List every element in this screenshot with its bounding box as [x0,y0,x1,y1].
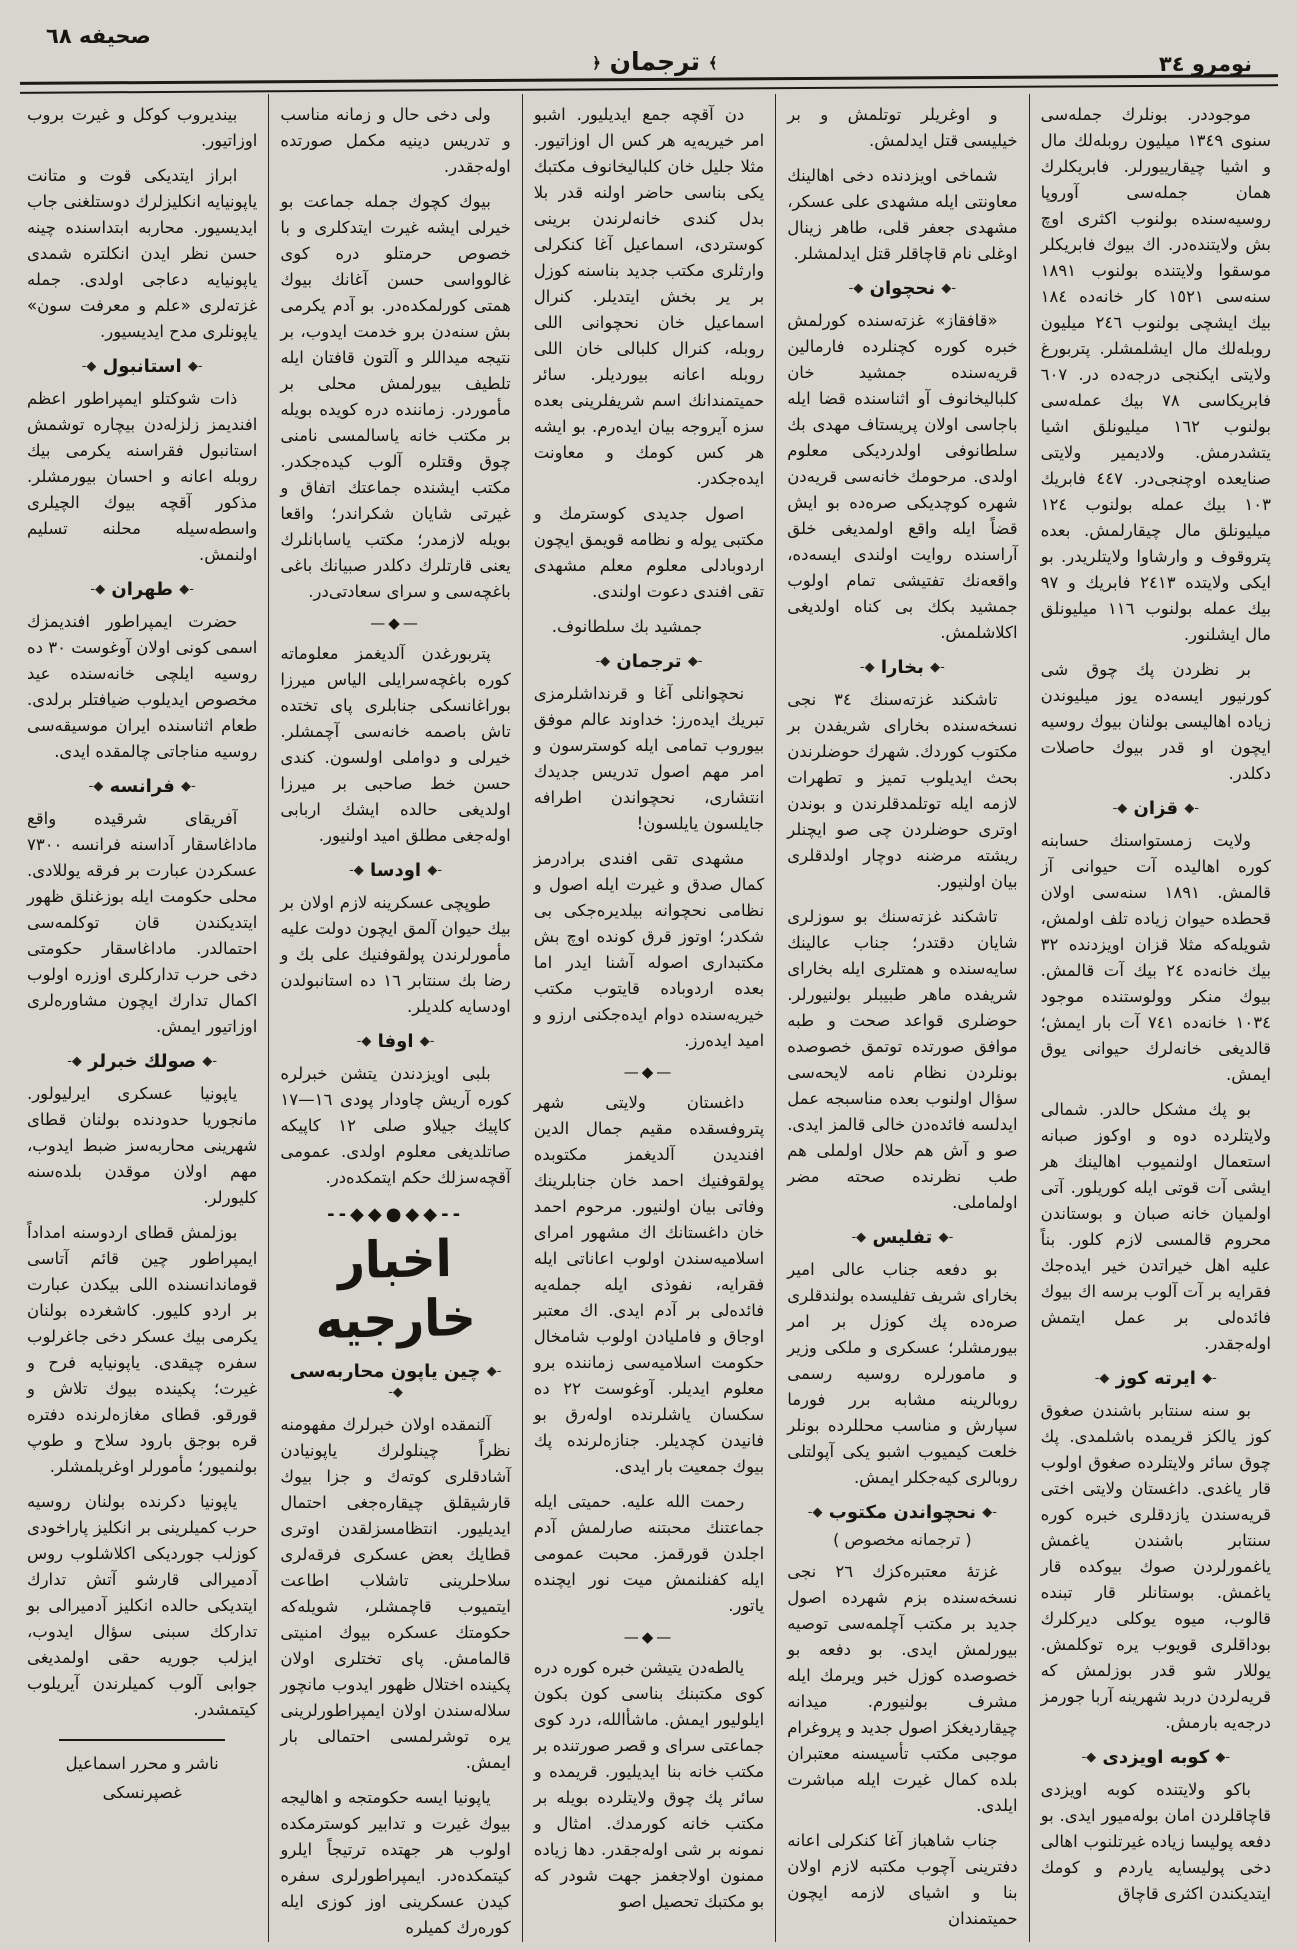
paragraph: باكو ولايتنده كوبه اويزدی قاچاقلردن امان بوله‌ميور ايدی. بو دفعه پوليسا زياده غيرتلنوب اهالی دخی پوليسايه ياردم و كومك ايتديكندن اكثری قاچاق [1040,1780,1271,1903]
ornament-left-icon: ◆- [1081,1750,1097,1765]
section-heading-label: طهران [105,579,180,600]
section-heading [787,1227,1017,1248]
ornament-left-icon: ◆- [90,582,106,597]
ornament-left-icon: ◆- [807,1505,823,1520]
section-heading [27,776,257,797]
ornament-left-icon: ◆- [1112,801,1128,816]
paragraph: اصول جديدی كوسترمك و مكتبی يوله و نظامه قويمق ايچون اردوبادلی معلوم معلم مشهدی تقی افندی دعوت اولندی. [533,504,765,601]
paragraph: تاشكند غزته‌سنك ٣٤ نجی نسخه‌سنده بخارای شريفدن بر مكتوب كوردك. شهرك حوضلرندن بحث ايديلوب تميز و تطهرات لازمه ايله توتلمدقلرندن و بوندن اوتری حوضلردن چی صو ايچنلر ريشته مرضنه دوچار اولدقلری بيان اولنيور. [787,690,1018,891]
publisher-line: غصپرنسكی [102,1783,182,1802]
small-divider-icon: —◆— [623,1628,675,1646]
section-heading-label: بخارا [874,657,931,678]
ornament-right-icon: -◆ [1215,1750,1231,1765]
section-heading-label: نحچوان [863,278,942,299]
paragraph: حضرت ايمپراطور افنديمزك اسمی كونی اولان آوغوست ٣٠ ده روسيه ايلچی خانه‌سنده عيد مخصوص ايديلوب ضيافتلر برلدی. طعام اثناسنده ايران موسيقه‌سی روسيه مناجاتی چالمقده ايدی. [26,612,258,761]
paragraph: ياپونيا ايسه حكومتجه و اهاليجه بيوك غيرت و تدابير كوسترمكده اولوب هر جهتده ترتيجاً ايلرو كيتمكده‌در. ايمپراطورلری سفره كيدن عسكرينی اوز كوزی ايله كوره‌رك كميلره [280,1788,511,1937]
ornament-left-icon: ◆- [356,1034,372,1049]
ornament-right-icon: -◆ [486,1364,502,1379]
header-rule [20,74,1278,94]
paragraph: نحچوانلی آغا و قرنداشلرمزی تبريك ايده‌رز: خداوند عالم موفق بيوروب تمامی ايله كوسترسون و امر مهم اصول تدريس جديدك انتشاری، نحچواندن اطرافه جايلسون يايلسون! [533,684,765,833]
paragraph: آفريقای شرقيده واقع ماداغاسقار آداسنه فرانسه ٧٣٠٠ عسكردن عبارت بر فرقه يوللادی. محلی حكومت ايله بوزغنلق ظهور ايتديكندن قان توكلمه‌سی احتمالدر. ماداغاسقار حكومتی دخی حرب تداركلری اوزره اولوب اكمال تدارك ايچون مشاوره‌لری اوزاتيور ايمش. [26,809,258,1036]
paragraph: پتربورغدن آلديغمز معلوماته كوره باغچه‌سرايلی الياس ميرزا بوراغانسكی جنابلری پای تختده تاش باصمه خانه‌سی آچمشلر. خيرلی و دواملی اولسون. كندی حسن خط صاحبی بر ميرزا اولديغی حالده ايشك اربابی اوله‌جغی مطلق اميد اولنيور. [280,644,511,845]
section-heading [27,1051,257,1072]
paragraph: شماخی اويزدنده دخی اهالينك معاونتی ايله مشهدی علی عسكر، مشهدی جعفر قلی، طاهر زينال اوغلی نام قاچاقلر قتل ايدلمشلر. [787,166,1018,263]
ornament-left-icon: ◆- [848,281,864,296]
section-heading-label: اودسا [363,860,428,881]
ornament-left-icon: ◆- [851,1230,867,1245]
paragraph: بو سنه سنتابر باشندن صغوق كوز يالكز قريمده باشلمدی. پك چوق سائر ولايتلرده صغوق اولوب قار ياغدی. داغستان ولايتی اختی قريه‌سندن يازدقلری خبره كوره سنتابر باشندن ياغمش ياغمورلردن صوك بيوكده قار ياغمش. بوستانلر قار تبنده قالوب، ميوه يوكلی ديركلرك بوداقلری قويوب يره توكلمش. يوللار شو قدر بوزلمش كه قريه‌لردن دربد شهرينه آربا جورمز درجه‌يه بارمش. [1040,1401,1271,1732]
section-heading [280,1031,510,1052]
ornament-right-icon: -◆ [187,359,203,374]
column-odessa-ufa-foreign [268,94,521,1942]
masthead-row [16,10,1282,76]
section-heading [280,860,510,881]
section-heading-label: قزان [1127,798,1185,819]
paragraph: و اوغريلر توتلمش و بر خيليسی قتل ايدلمش. [787,105,1018,150]
paragraph: بو پك مشكل حالدر. شمالی ولايتلرده دوه و اوكوز صبانه استعمال اولنميوب اهالينك هر ايشی آت قوتی ايله كوريلور. آتی اولميان خانه صبان و بوستاندن محروم قالمسی لازم كلور. بناً عليه اهل خيراتدن خير ايده‌جك فقرايه بر آت آلوب برسه اك بيوك فائده‌لی بر عمل ايتمش اوله‌جقدر. [1040,1100,1271,1353]
section-heading-label: نحچواندن مكتوب [822,1502,983,1523]
paragraph: جناب شاهباز آغا كنكرلی اعانه دفترينی آچوب مكتبه لازم اولان بنا و اشيای لازمه ايچون حميتمندان [787,1831,1018,1928]
ornament-right-icon: -◆ [941,281,957,296]
ornament-right-icon: -◆ [202,1054,218,1069]
large-divider-icon: --◆◆●◆◆-- [327,1204,465,1225]
paragraph: يالطه‌دن يتيشن خبره كوره دره كوی مكتبنك بناسی كون بكون ايلوليور ايمش. ماشأالله، درد كوی جماعتی سرای و قصر صورتنده بر مكتب خانه بنا ايديليور. قريمده و سائر پك چوق ولايتلرده بويله بر مكتب خانه كورمدك. امثال و نمونه بر شی اوله‌جقدر. دها زياده ممنون اولاجغمز جهت شودر كه بو مكتبك تحصيل اصو [533,1658,765,1911]
page-number: صحيفه ٦٨ [46,24,151,48]
section-subheading: ( ترجمانه مخصوص ) [833,1530,972,1549]
ornament-right-icon: -◆ [687,654,703,669]
ornament-left-icon: ◆- [88,779,104,794]
columns [16,94,1282,1942]
ornament-left-icon: ◆- [859,660,875,675]
section-heading [1041,798,1271,819]
paragraph: ذات شوكتلو ايمپراطور اعظم افنديمز زلزله‌دن بيچاره توشمش استانبول فقراسنه يكرمی بيك روبله اعانه و احسان بيورمشلر. مذكور آقچه بيوك الچيلری واسطه‌سيله محلنه تسليم اولنمش. [26,389,258,564]
ornament-right-icon: -◆ [427,863,443,878]
paragraph: غزتهٔ معتبره‌كزك ٢٦ نجی نسخه‌سنده بزم شهرده اصول جديد بر مكتب آچلمه‌سی توصيه بيورلمش ايدی. بو دفعه بو خصوصده كوزل خبر ويرمك ايله مشرف بولنيورم. ميدانه چيقارديغكز اصول جديد و پروغرام موجبی مكتب تأسيسنه معتبران بلده كمال غيرت ايله مباشرت ايلدی. [787,1562,1018,1815]
column-istanbul-tehran-france [16,94,268,1942]
paragraph: ولی دخی حال و زمانه مناسب و تدريس دينيه مكمل صورتده اوله‌جقدر. [280,105,511,176]
paragraph: بلبی اويزدندن يتشن خبرلره كوره آريش چاودار پودی ١٦—١٧ كاپيك جيلاو صلی ١٢ كاپيكه صاتلديغی معلوم اولدی. عمومی آقچه‌سزلك حكم ايتمكده‌در. [280,1064,511,1187]
paragraph: بينديروب كوكل و غيرت بروب اوزاتيور. [26,105,258,150]
section-heading [787,657,1017,678]
section-heading [1041,1368,1271,1389]
section-heading [27,579,257,600]
letter-signature: جمشيد بك سلطانوف. [551,617,703,636]
section-heading-label: كوبه اويزدی [1096,1747,1216,1768]
ornament-left-icon: ◆- [1094,1371,1110,1386]
paragraph: طوپچی عسكرينه لازم اولان بر بيك حيوان آلمق ايچون دولت عليه مأمورلرندن پولقوفنيك علی بك و رضا بك سنتابر ١٦ ده استانبولدن اودسايه كلديلر. [280,893,511,1016]
section-heading [1041,1747,1271,1768]
paragraph: بوزلمش قطای اردوسنه امداداً ايمپراطور چين قائم آتاسی قوماندانسنده اللی بيكدن عبارت بر اردو كليور. كاشغرده بولنان يكرمی بيك عسكر دخی جاغرلوب سفره چيقدی. ياپونيايه فرح و غيرت؛ پكينده بيوك تلاش و قورقو. قطای مغازه‌لرنده دفتره قره بوجق بارود سلاح و طوپ بولنميور؛ مأمورلر اوغريلمشلر. [26,1223,258,1476]
issue-number: نومرو ٣٤ [1158,52,1252,76]
section-heading [787,278,1017,299]
paragraph: مشهدی تقی افندی برادرمز كمال صدق و غيرت ايله اصول و نظامی نحچوانه بيلديره‌جكی بی شكدر؛ اوتوز قرق كونده اوچ بش مكتبداری اصوله آشنا ايدر اما بعده اردوباده قايتوب مكتب خيريه‌سنده دوام ايده‌جكنی ارزو و اميد ايده‌رز. [533,849,765,1050]
section-heading-label: استانبول [96,356,188,377]
section-heading-label: چين ياپون محاربه‌سی [289,1361,487,1382]
section-heading-label: فرانسه [103,776,182,797]
section-heading-label: اوفا [371,1031,420,1052]
paragraph: آلنمقده اولان خبرلرك مفهومنه نظراً چينلولرك ياپونيادن آشادقلری كوته‌ك و جزا بيوك قارشيقلق چيقاره‌جغی احتمال ايديليور. انتظامسزلقدن اوتری قطايك بعض عسكری فرقه‌لری سلاحلرينی تاشلاب اطاعت ايتميوب قاچمشلر، شويله‌كه حكومتك عسكره بيوك امنيتی قالمامش. پای تختلری اولان پكينده اختلال ظهور ايدوب مانچور سلاله‌سندن اولان ايمپراطورلرينی يره توشرلمسی احتمالی بار ايمش. [280,1415,511,1772]
ornament-left-icon: ◆- [81,359,97,374]
ornament-right-icon: -◆ [930,660,945,675]
paragraph: داغستان ولايتی شهر پتروفسقده مقيم جمال الدين افنديدن آلديغمز مكتوبده پولقوفنيك احمد خان جنابلرينك وفاتی بيان اولنيور. مرحوم احمد خان داغستانك اك مشهور امرای اسلاميه‌سندن اولوب اعاناتی ايله فقرايه، نفوذی ايله جمله‌يه فائده‌لی بر آدم ايدی. اك معتبر اوجاق و فامليادن اولوب شامخال حكومت اسلاميه‌سی زماننده برو معلوم ايديلر. آوغوست ٢٢ ده سكسان ياشلرنده اوله‌رق بو فانيدن كچديلر. جنازه‌لرنده پك بيوك جمعيت بار ايدی. [533,1093,765,1476]
paragraph: دن آقچه جمع ايديليور. اشبو امر خيريه‌يه هر كس ال اوزاتيور. مثلا جليل خان كلباليخانوف مكتبك يكی بناسی حاضر اولنه قدر بلا بدل كندی خانه‌لرندن برينی كوستردی، اسماعيل آغا كنكرلی وارثلری مكتب جديد بناسنه كوزل بر ير بخش ايتديلر. كنرال اسماعيل خان نحچوانی اللی روبله، كنرال كلبالی خان اللی روبله اعانه بيورديلر. سائر حميتمندانك اسم شريفلرينی بعده سزه آيروجه بيان ايده‌رم. بو ايشه هر كس كومك و معاونت ايده‌جكدر. [533,105,765,488]
paragraph: تاشكند غزته‌سنك بو سوزلری شايان دقتدر؛ جناب عالينك سايه‌سنده و همتلری ايله بخارای شريفده ماهر طبيبلر بولنيورلر. حوضلری قواعد صحت و طبه موافق صورتده توتمق خصوصده بونلردن نظام نامه لايحه‌سی سؤال اولنوب بعده مناسبجه عمل ايدلسه فائده‌دن خالی قالمز ايدی. صو و آش هم حلال اولملی هم طب نظرنده صحته مضر اولماملی. [787,907,1018,1212]
ornament-right-icon: -◆ [938,1230,954,1245]
publisher-line: ناشر و محرر اسماعيل [65,1754,219,1773]
section-heading [534,651,764,672]
ornament-right-icon: -◆ [982,1505,997,1520]
ornament-left-icon: ﴿ [592,54,601,72]
paragraph: «قافقاز» غزته‌سنده كورلمش خبره كوره كچنلرده فارمالين قريه‌سنده جمشيد خان كلباليخانوف آو اثناسنده قضا ايله باجاسی اولان پريستاف مهدی بك سلطانوفی اولدرديكی معلوم اولدی. مرحومك خانه‌سی قريه‌دن شهره كوچديكی صره‌ده بو ايش قضاً ايله واقع اولمديغی خلق آراسنده روايت اولندی ايسه‌ده، واقعه‌نك تفتيشی تمام اولوب جمشيد بكك بی كناه اولديغی اكلاشلمش. [787,311,1018,642]
column-russia-industry [1029,94,1282,1942]
masthead-title [592,47,717,76]
column-caucasus-news [775,94,1028,1942]
section-heading [787,1502,1017,1523]
paragraph: ولايت زمستواسنك حسابنه كوره اهاليده آت حيوانی آز قالمش. ١٨٩١ سنه‌سی اولان قحطده حيوان زياده تلف اولمش، شويله‌كه مثلا قزان اويزدنده ٣٢ بيك خانه‌ده ٢٤ بيك آت قالمش. بيوك منكر وولوستنده موجود ١٠٣٤ خانه‌ده ٧٤١ آت بار ايمش؛ قالديغی خانه‌لرك حيوانی يوق ايمش. [1040,831,1272,1084]
paragraph: ياپونيا عسكری ايرليولور. مانجوريا حدودنده بولنان قطای شهرينی محاربه‌سز ضبط ايدوب، مهم اولان موقدن بلده‌سنه كليورلر. [26,1084,258,1207]
masthead-title-text: ترجمان [609,47,701,76]
ornament-right-icon: ﴾ [708,54,718,72]
ornament-left-icon: ◆- [388,1385,403,1400]
paragraph: بر نظردن پك چوق شی كورنيور ايسه‌ده يوز ميليوندن زياده اهاليسی بولنان بيوك روسيه ايچون او قدر بيوك حاصلات دكلدر. [1040,660,1271,783]
ornament-left-icon: ◆- [595,654,611,669]
ornament-left-icon: ◆- [349,863,364,878]
paragraph: بيوك كچوك جمله جماعت بو خيرلی ايشه غيرت ايتدكلری و با خصوص حرمتلو دره كوی غالوواسی حسن آغانك بيوك همتی كورلمكده‌در. بو آدم يكرمی بش سنه‌دن برو خدمت ايدوب، بر نتيجه ميداللر و آلتون قافتان ايله تلطيف بيورلمش محلی بر مأموردر. زماننده دره كويده بويله بر مكتب خانه ياسالمسی نامنی چوق وقتلره آلوب كيده‌جكدر. مكتب ايشنده جماعتك اتفاق و غيرتی شايان شكراندر؛ واقعا بويله لازمدر؛ مكتب ياسابانلرك يعنی قارتلرك دكلدر صبيانك باغی باغچه‌سی و سرای سعادتی‌در. [280,192,511,601]
section-heading-label: ترجمان [610,651,688,672]
footer-rule [59,1739,225,1741]
paragraph: بو دفعه جناب عالی امير بخارای شريف تفليسده بولندقلری صره‌ده پك كوزل بر امر بيورمشلر؛ عسكری و ملكی وزير و مامورلره روسيه رسمی روبالرينه مشابه برر فورما سپارش و مناسب محللرده بونلر خلعت كيميوب اشبو يكی آپولتلی روبالری كيه‌جكلر ايمش. [787,1260,1018,1487]
column-nakhchivan-terjuman [522,94,775,1942]
ornament-right-icon: -◆ [1184,801,1200,816]
paragraph: ياپونيا دكرنده بولنان روسيه حرب كميلرينی بر انكليز پاراخودی كوزلب جورديكی اكلاشلوب روس آدميرالی قارشو آتش تدارك ايتديكی حالده انكليز آدميرالی بو تداركك سبنی سؤال ايدوب، ايزلب جوريه حقی اولمديغی جوابی آلوب كميلرندن آيريلوب كيتمشدر. [26,1492,258,1719]
paragraph: موجوددر. بونلرك جمله‌سی سنوی ١٣٤٩ ميليون روبله‌لك مال و اشيا چيقارييورلر. فابريكلرك همان جمله‌سی آوروپا روسيه‌سنده بولنوب اكثری اوچ بش ولايتنده‌در. اك بيوك فابريكلر موسقوا ولايتنده بولنوب ١٨٩١ سنه‌سی ١٥٢١ كار خانه‌ده ١٨٤ بيك ايشچی بولنوب ٢٤٦ ميليون روبله‌لك مال ايشلمشلر. پتربورغ ولايتی ايكنجی درجه‌ده در. ٦٠٧ فابريكاسی ٧٨ بيك عمله‌سی بولنوب ١٦٢ ميليونلق اشيا يتشدرمش. ولاديمير ولايتی صنايعده اوچنجی‌در. ٤٤٧ فابريك ١٠٣ بيك عمله بولنوب ١٢٤ ميليونلق مال چيقارلمش. بعده پتروقوف و وارشاوا ولايتلريدر. بو ايكی ولايتده ٢٤١٣ فابريك و ٩٧ بيك عمله بولنوب ١١٦ ميليونلق مال ايشلنور. [1040,105,1272,644]
section-heading-label: ايرته كوز [1109,1368,1203,1389]
ornament-right-icon: -◆ [419,1034,435,1049]
paragraph: ابراز ايتديكی قوت و متانت ياپونيايه انكليزلرك دوستلغنی جاب ايديسيور. محاربه ابتداسنده چينه حسن نظر ايدن انكلتره شمدی ياپونيايه دعاجی اولدی. جمله غزته‌لری «علم و معرفت سون» ياپونلری مدح ايديسيور. [26,166,258,341]
small-divider-icon: —◆— [623,1063,675,1081]
ornament-right-icon: -◆ [179,582,194,597]
foreign-news-calligraphic-title: اخبار خارجيه [315,1229,477,1351]
ornament-left-icon: ◆- [67,1054,82,1069]
section-heading-label: صولك خبرلر [81,1051,203,1072]
ornament-right-icon: -◆ [1202,1371,1217,1386]
small-divider-icon: —◆— [370,614,421,632]
section-heading [27,356,257,377]
ornament-right-icon: -◆ [181,779,196,794]
paragraph: رحمت الله عليه. حميتی ايله جماعتنك محبتنه صارلمش آدم اجلدن قورقمز. محبت عمومی ايله كفنلنمش ميت نور ايچنده ياتور. [533,1492,765,1615]
section-heading-label: تفليس [866,1227,939,1248]
section-heading [280,1361,510,1403]
